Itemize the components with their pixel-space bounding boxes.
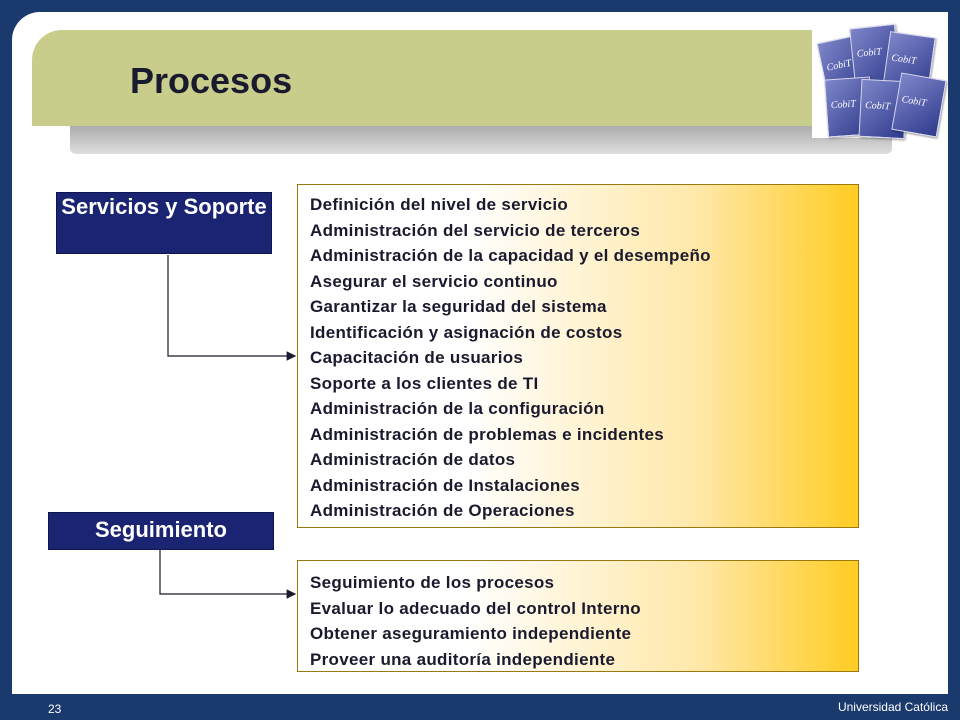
process-item: Obtener aseguramiento independiente (310, 624, 632, 643)
seguimiento-process-list (297, 560, 859, 672)
process-item: Administración de la capacidad y el desempeño (310, 246, 711, 265)
book-cover: CobiT (849, 24, 901, 86)
process-item: Administración de Operaciones (310, 501, 575, 520)
footer-institution: Universidad Católica (837, 700, 948, 714)
servicios-soporte-header: Servicios y Soporte (56, 192, 272, 254)
seguimiento-connector-arrow (160, 549, 295, 594)
book-cover: CobiT (859, 79, 908, 139)
slide-canvas (12, 12, 948, 694)
process-item: Asegurar el servicio continuo (310, 271, 558, 291)
process-item: Definición del nivel de servicio (310, 195, 569, 214)
servicios-process-list (297, 184, 859, 528)
process-item: Proveer una auditoría independiente (310, 649, 616, 669)
book-cover: CobiT (891, 72, 946, 137)
process-item: Identificación y asignación de costos (310, 322, 623, 342)
seguimiento-header: Seguimiento (48, 512, 274, 550)
book-cover: CobiT (824, 76, 874, 137)
cobit-books-image (812, 20, 948, 138)
process-item: Capacitación de usuarios (310, 348, 524, 367)
slide-title: Procesos (130, 60, 293, 101)
process-item: Seguimiento de los procesos (310, 573, 555, 592)
process-item: Garantizar la seguridad del sistema (310, 297, 607, 316)
title-shadow-bar (70, 124, 892, 154)
process-item: Administración de Instalaciones (310, 475, 581, 495)
book-cover: CobiT (816, 34, 873, 100)
servicios-connector-arrow (168, 255, 295, 356)
process-item: Evaluar lo adecuado del control Interno (310, 598, 641, 618)
process-item: Administración de problemas e incidentes (310, 424, 664, 444)
process-item: Administración de datos (310, 450, 516, 469)
process-item: Administración de la configuración (310, 399, 605, 418)
book-cover: CobiT (882, 31, 936, 95)
process-item: Soporte a los clientes de TI (310, 373, 539, 393)
process-item: Administración del servicio de terceros (310, 220, 641, 240)
page-number: 23 (48, 702, 62, 716)
